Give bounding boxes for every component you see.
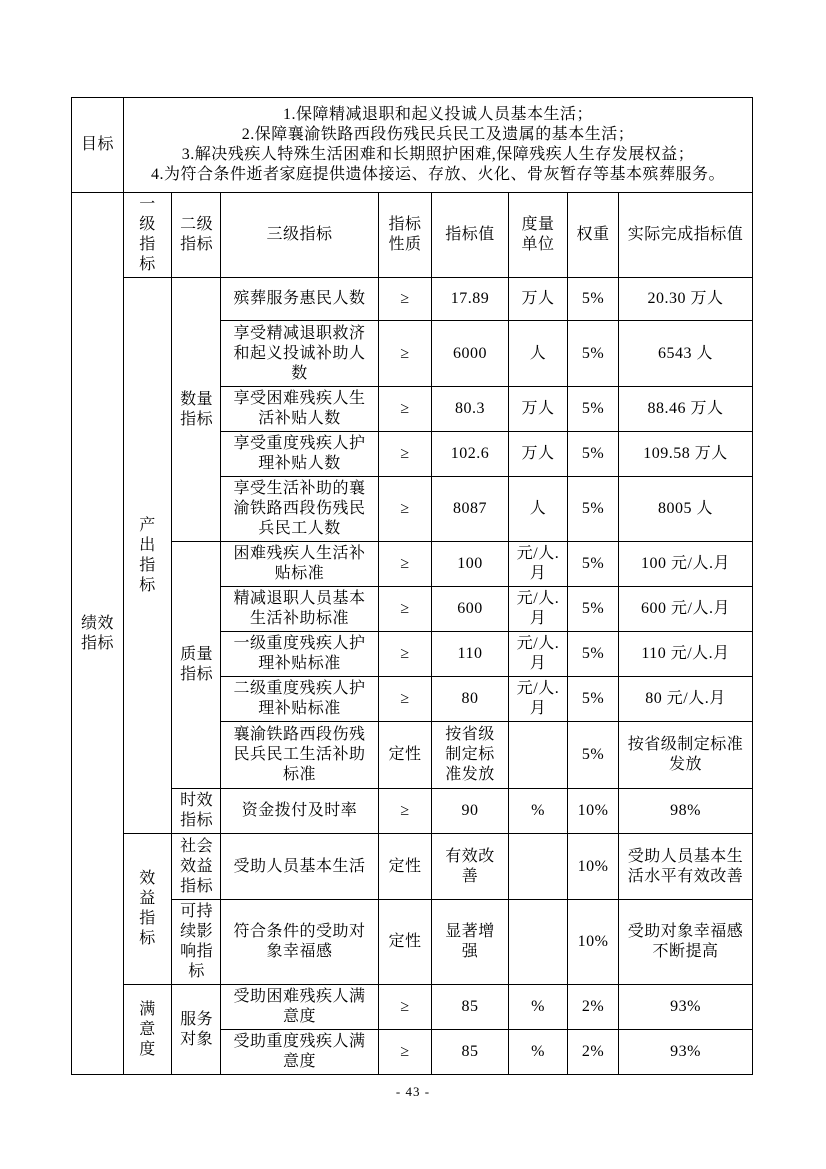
indicator-name-cell: 受助人员基本生活 <box>221 834 379 900</box>
header-weight: 权重 <box>568 193 619 278</box>
indicator-weight-cell: 5% <box>568 542 619 587</box>
indicator-name-cell: 受助重度残疾人满意度 <box>221 1030 379 1075</box>
indicator-name-cell: 资金拨付及时率 <box>221 789 379 834</box>
indicator-target-cell: 80.3 <box>432 387 509 432</box>
indicator-nature-cell: ≥ <box>379 587 432 632</box>
page-number: - 43 - <box>395 1084 431 1099</box>
indicator-nature-cell: ≥ <box>379 432 432 477</box>
indicator-target-cell: 102.6 <box>432 432 509 477</box>
indicator-name-cell: 困难残疾人生活补贴标准 <box>221 542 379 587</box>
indicator-nature-cell: 定性 <box>379 722 432 789</box>
table-row <box>72 542 753 587</box>
level2-quality-cell: 质量指标 <box>172 542 221 789</box>
indicator-name-cell: 享受重度残疾人护理补贴人数 <box>221 432 379 477</box>
indicator-unit-cell: % <box>509 789 568 834</box>
table-header-row <box>72 193 753 278</box>
indicator-weight-cell: 5% <box>568 387 619 432</box>
level1-benefit-cell: 效益指标 <box>124 834 172 985</box>
indicator-actual-cell: 6543 人 <box>619 321 753 387</box>
indicator-actual-cell: 按省级制定标准发放 <box>619 722 753 789</box>
indicator-nature-cell: ≥ <box>379 477 432 542</box>
header-level1: 一级指标 <box>124 193 172 278</box>
level2-service-target-cell: 服务对象 <box>172 985 221 1075</box>
indicator-name-cell: 符合条件的受助对象幸福感 <box>221 900 379 985</box>
indicator-weight-cell: 2% <box>568 985 619 1030</box>
table-row <box>72 985 753 1030</box>
indicator-nature-cell: ≥ <box>379 985 432 1030</box>
level2-social-benefit-cell: 社会效益指标 <box>172 834 221 900</box>
indicator-name-cell: 殡葬服务惠民人数 <box>221 278 379 321</box>
indicator-unit-cell: 万人 <box>509 278 568 321</box>
indicator-target-cell: 显著增强 <box>432 900 509 985</box>
table-row <box>72 278 753 321</box>
indicator-target-cell: 按省级制定标准发放 <box>432 722 509 789</box>
indicator-name-cell: 享受困难残疾人生活补贴人数 <box>221 387 379 432</box>
indicator-target-cell: 17.89 <box>432 278 509 321</box>
level2-timeliness-cell: 时效指标 <box>172 789 221 834</box>
indicator-name-cell: 一级重度残疾人护理补贴标准 <box>221 632 379 677</box>
indicator-unit-cell <box>509 722 568 789</box>
indicator-unit-cell <box>509 834 568 900</box>
indicator-weight-cell: 5% <box>568 722 619 789</box>
indicator-target-cell: 6000 <box>432 321 509 387</box>
indicator-weight-cell: 5% <box>568 278 619 321</box>
header-level3: 三级指标 <box>221 193 379 278</box>
indicator-weight-cell: 5% <box>568 677 619 722</box>
indicator-unit-cell: 人 <box>509 321 568 387</box>
header-target: 指标值 <box>432 193 509 278</box>
indicator-weight-cell: 5% <box>568 477 619 542</box>
goal-label: 目标 <box>80 136 114 153</box>
header-actual: 实际完成指标值 <box>619 193 753 278</box>
indicator-nature-cell: ≥ <box>379 278 432 321</box>
indicator-actual-cell: 93% <box>619 1030 753 1075</box>
indicator-actual-cell: 600 元/人.月 <box>619 587 753 632</box>
level2-sustainability-cell: 可持续影响指标 <box>172 900 221 985</box>
indicator-nature-cell: 定性 <box>379 900 432 985</box>
indicator-weight-cell: 10% <box>568 789 619 834</box>
indicator-actual-cell: 8005 人 <box>619 477 753 542</box>
header-nature: 指标性质 <box>379 193 432 278</box>
table-row <box>72 900 753 985</box>
goal-item-4: 4.为符合条件逝者家庭提供遗体接运、存放、火化、骨灰暂存等基本殡葬服务。 <box>151 166 726 183</box>
indicator-unit-cell: % <box>509 985 568 1030</box>
indicator-actual-cell: 109.58 万人 <box>619 432 753 477</box>
indicator-weight-cell: 5% <box>568 321 619 387</box>
indicator-target-cell: 90 <box>432 789 509 834</box>
indicator-nature-cell: ≥ <box>379 1030 432 1075</box>
level1-satisfaction-cell: 满意度 <box>124 985 172 1075</box>
indicator-unit-cell: 元/人.月 <box>509 632 568 677</box>
indicator-unit-cell: 人 <box>509 477 568 542</box>
indicator-target-cell: 85 <box>432 1030 509 1075</box>
indicator-actual-cell: 20.30 万人 <box>619 278 753 321</box>
indicator-nature-cell: ≥ <box>379 632 432 677</box>
indicator-nature-cell: ≥ <box>379 542 432 587</box>
indicator-weight-cell: 5% <box>568 632 619 677</box>
indicator-unit-cell: 万人 <box>509 387 568 432</box>
indicator-weight-cell: 10% <box>568 900 619 985</box>
indicator-nature-cell: 定性 <box>379 834 432 900</box>
section-label-cell <box>72 193 124 1075</box>
goal-item-2: 2.保障襄渝铁路西段伤残民兵民工及遗属的基本生活； <box>241 126 635 143</box>
indicator-name-cell: 精减退职人员基本生活补助标准 <box>221 587 379 632</box>
goal-label-cell <box>72 98 124 193</box>
indicator-actual-cell: 93% <box>619 985 753 1030</box>
indicator-actual-cell: 受助人员基本生活水平有效改善 <box>619 834 753 900</box>
indicator-target-cell: 600 <box>432 587 509 632</box>
indicator-target-cell: 110 <box>432 632 509 677</box>
level2-quantity-cell: 数量指标 <box>172 278 221 542</box>
indicator-actual-cell: 80 元/人.月 <box>619 677 753 722</box>
indicator-actual-cell: 98% <box>619 789 753 834</box>
indicator-name-cell: 二级重度残疾人护理补贴标准 <box>221 677 379 722</box>
indicator-actual-cell: 110 元/人.月 <box>619 632 753 677</box>
indicator-unit-cell: 元/人.月 <box>509 677 568 722</box>
indicator-nature-cell: ≥ <box>379 677 432 722</box>
indicator-target-cell: 有效改善 <box>432 834 509 900</box>
indicator-weight-cell: 5% <box>568 432 619 477</box>
indicator-name-cell: 受助困难残疾人满意度 <box>221 985 379 1030</box>
indicator-unit-cell <box>509 900 568 985</box>
indicator-target-cell: 8087 <box>432 477 509 542</box>
goal-content-cell <box>124 98 753 193</box>
indicator-name-cell: 享受精减退职救济和起义投诚补助人数 <box>221 321 379 387</box>
indicator-unit-cell: 万人 <box>509 432 568 477</box>
goal-row <box>72 98 753 193</box>
indicator-actual-cell: 100 元/人.月 <box>619 542 753 587</box>
goal-item-1: 1.保障精减退职和起义投诚人员基本生活； <box>283 106 594 123</box>
goal-item-3: 3.解决残疾人特殊生活困难和长期照护困难,保障残疾人生存发展权益； <box>181 146 695 163</box>
indicator-unit-cell: % <box>509 1030 568 1075</box>
level1-output-cell: 产出指标 <box>124 278 172 834</box>
indicator-unit-cell: 元/人.月 <box>509 542 568 587</box>
performance-indicator-table <box>71 97 753 1075</box>
indicator-unit-cell: 元/人.月 <box>509 587 568 632</box>
indicator-actual-cell: 受助对象幸福感不断提高 <box>619 900 753 985</box>
indicator-weight-cell: 5% <box>568 587 619 632</box>
header-unit: 度量单位 <box>509 193 568 278</box>
indicator-weight-cell: 10% <box>568 834 619 900</box>
indicator-nature-cell: ≥ <box>379 789 432 834</box>
indicator-name-cell: 享受生活补助的襄渝铁路西段伤残民兵民工人数 <box>221 477 379 542</box>
table-row <box>72 789 753 834</box>
indicator-nature-cell: ≥ <box>379 321 432 387</box>
indicator-target-cell: 85 <box>432 985 509 1030</box>
indicator-nature-cell: ≥ <box>379 387 432 432</box>
header-level2: 二级指标 <box>172 193 221 278</box>
indicator-actual-cell: 88.46 万人 <box>619 387 753 432</box>
section-label: 绩效指标 <box>80 614 114 652</box>
indicator-target-cell: 80 <box>432 677 509 722</box>
indicator-target-cell: 100 <box>432 542 509 587</box>
table-row <box>72 834 753 900</box>
indicator-weight-cell: 2% <box>568 1030 619 1075</box>
indicator-name-cell: 襄渝铁路西段伤残民兵民工生活补助标准 <box>221 722 379 789</box>
